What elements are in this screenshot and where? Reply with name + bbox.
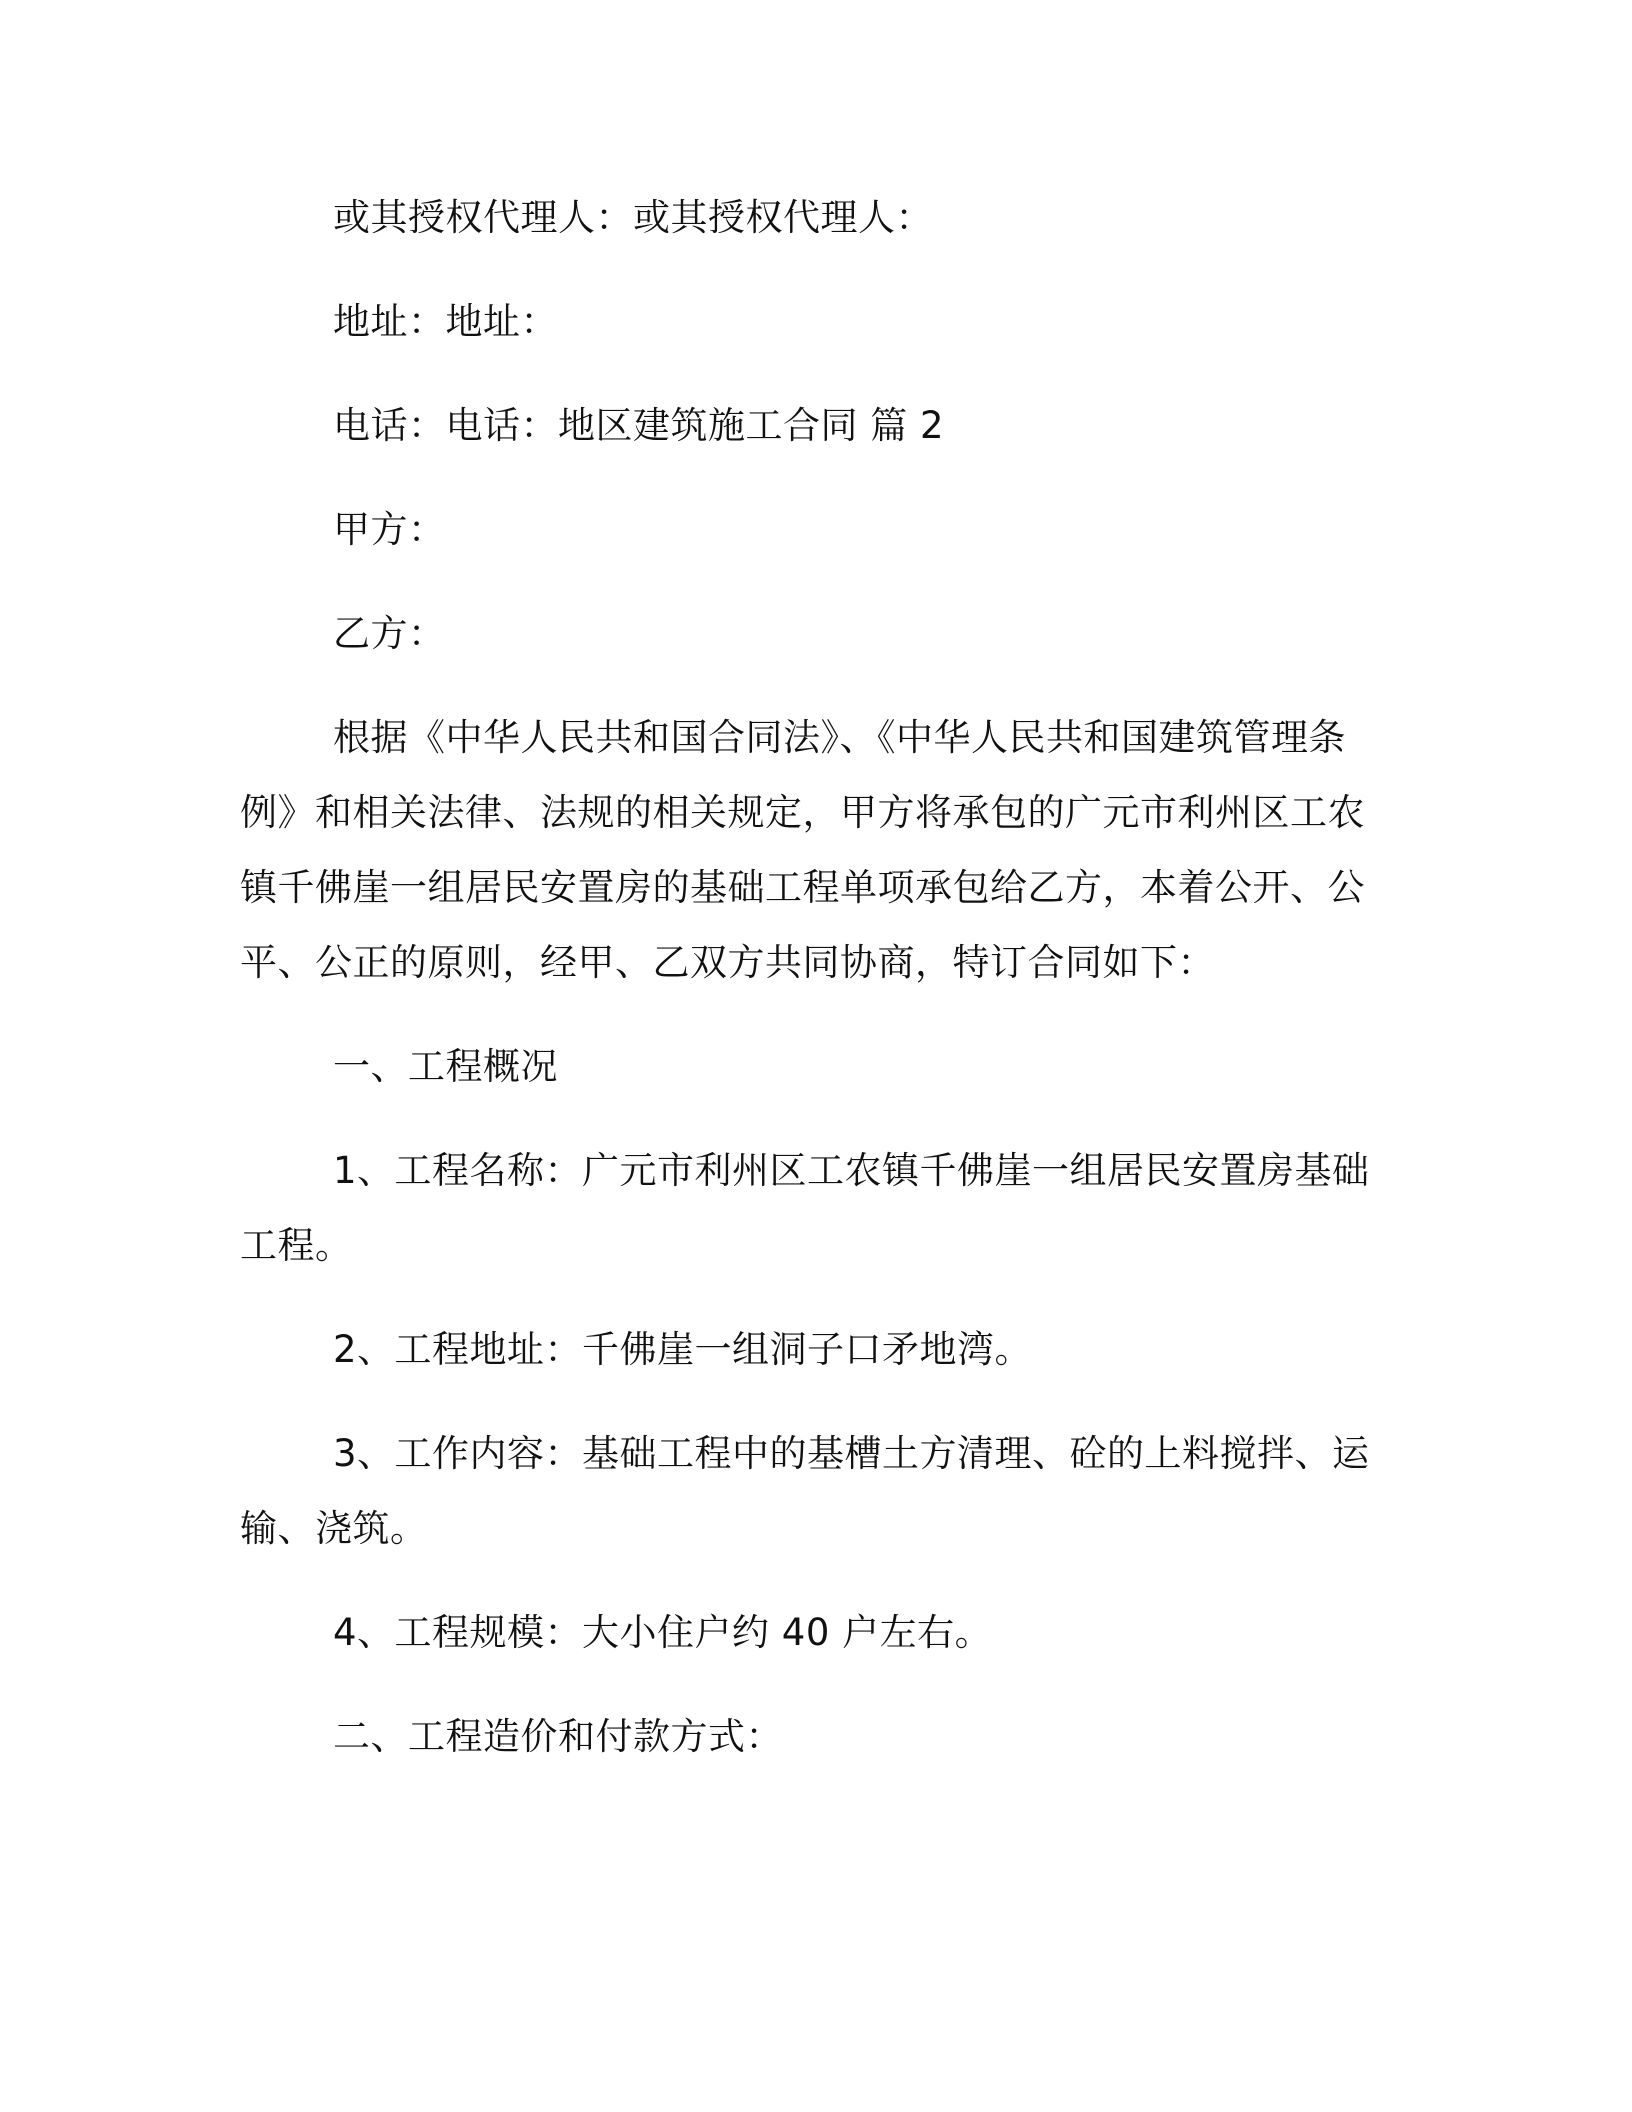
preamble-paragraph: 根据《中华人民共和国合同法》、《中华人民共和国建筑管理条例》和相关法律、法规的相关规定，甲方将承包的广元市利州区工农镇千佛崖一组居民安置房的基础工程单项承包给乙方，本着公开、公平、公正的原则，经甲、乙双方共同协商，特订合同如下： [240, 716, 1365, 984]
party-a-line: 甲方： [333, 508, 446, 551]
clause-project-name: 1、工程名称：广元市利州区工农镇千佛崖一组居民安置房基础工程。 [240, 1149, 1370, 1267]
clause-project-address: 2、工程地址：千佛崖一组洞子口矛地湾。 [333, 1328, 1033, 1371]
agent-line: 或其授权代理人：或其授权代理人： [333, 196, 933, 239]
document-body [240, 180, 1380, 1803]
section-heading-overview: 一、工程概况 [333, 1045, 558, 1088]
section-heading-cost-payment: 二、工程造价和付款方式： [333, 1715, 783, 1758]
phone-line: 电话：电话：地区建筑施工合同 篇 2 [333, 404, 945, 447]
clause-work-content: 3、工作内容：基础工程中的基槽土方清理、砼的上料搅拌、运输、浇筑。 [240, 1432, 1370, 1550]
party-b-line: 乙方： [333, 612, 446, 655]
clause-project-scale: 4、工程规模：大小住户约 40 户左右。 [333, 1611, 993, 1654]
address-line: 地址：地址： [333, 300, 558, 343]
